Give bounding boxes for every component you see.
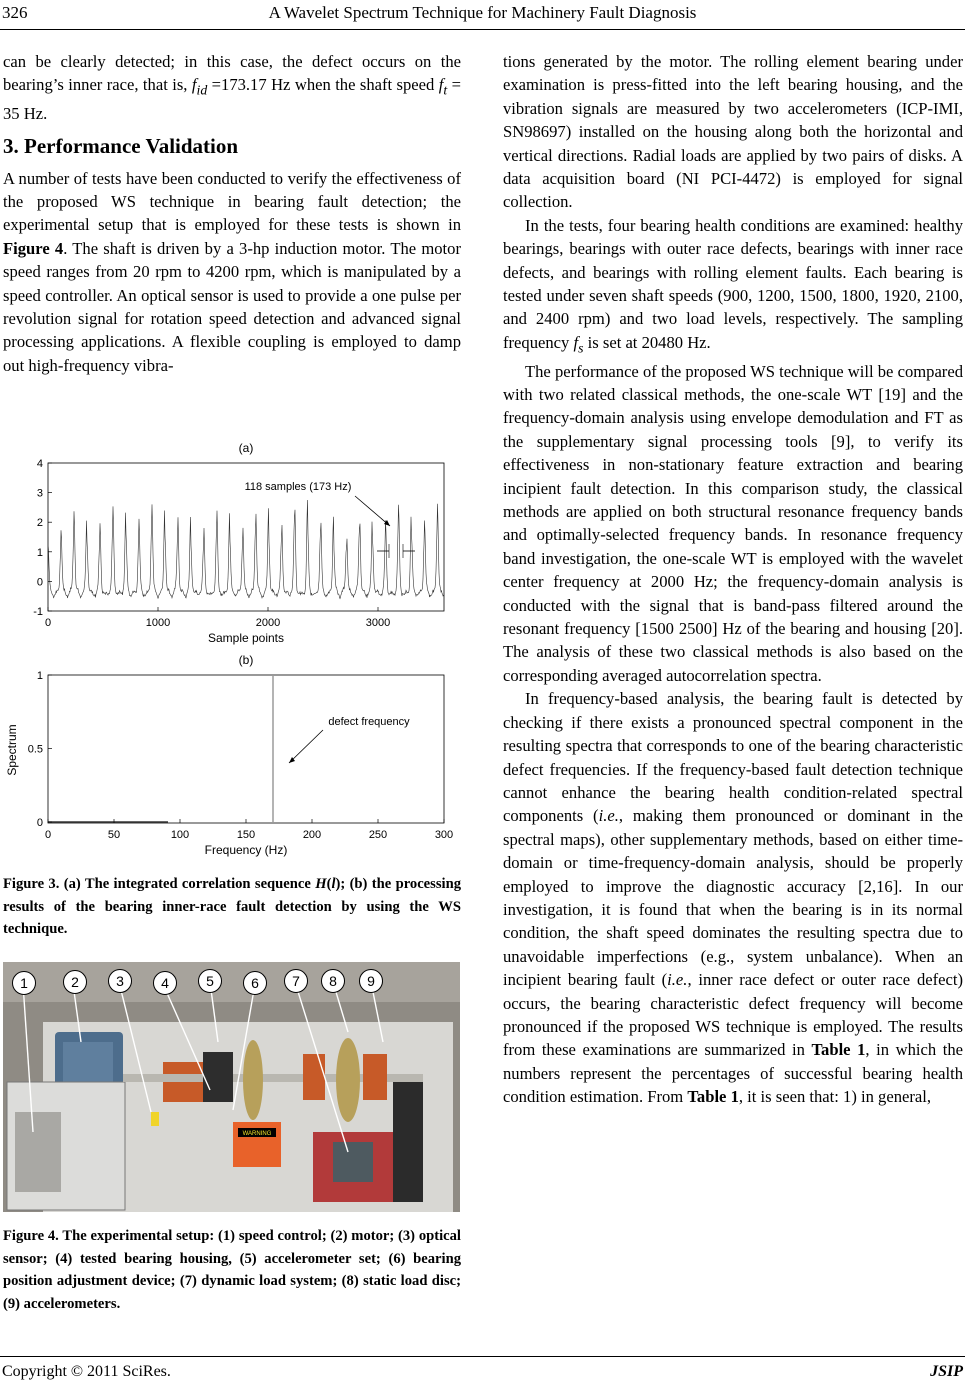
- panel-b-ytick: 0: [36, 817, 43, 829]
- label-2: 2: [63, 970, 87, 994]
- annotation-arrow: [355, 496, 390, 526]
- running-title: A Wavelet Spectrum Technique for Machinery Fault Diagnosis: [268, 3, 697, 22]
- footer-rule: [0, 1356, 965, 1357]
- panel-b-title: (b): [238, 653, 254, 667]
- figure-3: [0, 430, 465, 860]
- table-ref[interactable]: Table 1: [687, 1087, 739, 1107]
- panel-b-ytick: 1: [36, 670, 43, 682]
- panel-a-xtick: 1000: [145, 617, 171, 629]
- label-9: 9: [359, 969, 383, 993]
- label-8: 8: [321, 969, 345, 993]
- panel-a-ytick: 3: [36, 487, 43, 500]
- setup-illustration: [3, 962, 460, 1212]
- label-3: 3: [108, 969, 132, 993]
- panel-a-xtick: 2000: [255, 617, 281, 629]
- panel-a-ytick: 1: [36, 546, 43, 559]
- panel-b-ylabel: Spectrum: [5, 724, 19, 776]
- panel-a-ytick: 4: [36, 458, 43, 470]
- panel-b-xlabel: Frequency (Hz): [204, 843, 288, 857]
- intro-paragraph: can be clearly detected; in this case, the defect occurs on the bearing’s inner race, that is, $f_{id} =173.17$ Hz when the shaft speed $f_t = 35$ Hz.: [3, 52, 461, 124]
- right-column: [503, 50, 963, 1109]
- panel-b-xtick: 250: [368, 829, 388, 841]
- annotation-arrowhead: [384, 520, 390, 526]
- left-column: [3, 50, 461, 377]
- panel-b-xtick: 150: [236, 829, 256, 841]
- bearing-housing: [203, 1052, 233, 1102]
- panel-a-annotation: 118 samples (173 Hz): [244, 481, 352, 493]
- panel-a-signal: [48, 500, 444, 599]
- paragraph: A number of tests have been conducted to verify the effectiveness of the proposed WS technique in bearing fault detection; the experimental setup that is employed for these tests is shown in Figure 4. The shaft is driven by a 3-hp induction motor. The motor speed ranges from 20 rpm to 4200 rpm, which is manipulated by a speed controller. An optical sensor is used to provide a one pulse per revolution signal for rotation speed detection and advanced signal processing applications. A flexible coupling is employed to damp out high-frequency vibra-: [3, 168, 461, 375]
- panel-b-xtick: 200: [302, 829, 322, 841]
- label-5: 5: [198, 969, 222, 993]
- panel-a-ytick: 0: [36, 576, 43, 589]
- header-rule: [0, 29, 965, 30]
- panel-b-annotation: defect frequency: [328, 716, 410, 728]
- table-ref[interactable]: Table 1: [811, 1040, 866, 1060]
- panel-a-xtick: 0: [44, 617, 52, 629]
- panel-a-ytick: -1: [33, 606, 43, 618]
- figure-3-caption: Figure 3. (a) The integrated correlation sequence H(l); (b) the processing results of the bearing inner-race fault detection by using the WS technique.: [3, 876, 461, 938]
- label-6: 6: [243, 971, 267, 995]
- paragraph: In the tests, four bearing health conditions are examined: healthy bearings, bearings with outer race defects, bearings with inner race defects, and bearings with rolling element faults. Each bearing is tested under seven shaft speeds (900, 1200, 1500, 1800, 1920, 2100, and 2400 rpm) and two load levels, respectively. The sampling frequency $f_s$ is set at 20480 Hz.: [503, 215, 963, 356]
- figure-ref[interactable]: Figure 4: [3, 238, 64, 258]
- panel-a-xtick: 3000: [365, 617, 391, 629]
- page-header: [0, 0, 965, 34]
- static-load-disc: [336, 1038, 360, 1122]
- panel-b-xtick: 300: [434, 829, 454, 841]
- copyright: Copyright © 2011 SciRes.: [2, 1363, 171, 1380]
- panel-a-title: (a): [238, 441, 254, 455]
- panel-b-xtick: 50: [107, 829, 121, 841]
- panel-a-xlabel: Sample points: [207, 631, 285, 645]
- page-number: 326: [2, 3, 28, 22]
- load-disc: [243, 1040, 263, 1120]
- paragraph: tions generated by the motor. The rolling element bearing under examination is press-fitted into the left bearing housing, and the vibration signals are measured by two accelerometers (ICP-IMI, SN98697) installed on the housing along both the horizontal and vertical directions. Radial loads are applied by two pairs of disks. A data acquisition board (NI PCI-4472) is employed for signal collection.: [503, 52, 963, 212]
- section-title: 3. Performance Validation: [3, 133, 239, 158]
- warning-text: WARNING: [242, 1131, 272, 1137]
- label-7: 7: [284, 969, 308, 993]
- panel-b-ytick: 0.5: [27, 743, 43, 756]
- panel-a-ytick: 2: [36, 517, 43, 530]
- belt-drive: [393, 1082, 423, 1202]
- paragraph: In frequency-based analysis, the bearing fault is detected by checking if there exists a pronounced spectral component in the resulting spectra that corresponds to one of the bearing characteristic defect frequencies. If the frequency-based fault detection technique cannot enhance the bearing health condition-related spectral components (i.e., making them pronounced or dominant in the spectral maps), other supplementary methods, based on either time-domain or time-frequency-domain analysis, should be properly employed to improve the diagnostic accuracy [2,16]. In our investigation, it is found that when the bearing is in its normal condition, the shaft speed dominates the resulting spectra due to unavoidable imperfections (e.g., system unbalance). When an incipient bearing fault (i.e., inner race defect or outer race defect) occurs, the bearing characteristic defect frequency will become pronounced if the proposed WS technique is employed. The results from these examinations are summarized in Table 1, in which the numbers represent the percentages of successful bearing health condition estimation. From Table 1, it is seen that: 1) in general,: [503, 689, 964, 1107]
- panel-b-xtick: 100: [170, 829, 190, 841]
- label-1: 1: [12, 971, 36, 995]
- figure-4-photo: [3, 962, 460, 1212]
- figure-4-caption: Figure 4. The experimental setup: (1) speed control; (2) motor; (3) optical sensor; (4) tested bearing housing, (5) accelerometer set; (6) bearing position adjustment device; (7) dynamic load system; (8) static load disc; (9) accelerometers.: [3, 1228, 461, 1312]
- paragraph: The performance of the proposed WS technique will be compared with two related classical methods, the one-scale WT [19] and the frequency-domain analysis using envelope demodulation and FT as the supplementary signal processing tools [9], to verify its effectiveness in non-stationary feature extraction and bearing incipient fault detection. In this comparison study, the classical methods are applied on both structural resonance frequency bands and optimally-selected frequency bands. In resonance frequency band investigation, the one-scale WT is employed with the wavelet center frequency at 2000 Hz; the frequency-domain analysis is conducted with the signal that is band-pass filtered around the resonant frequency [1500 2500] Hz of the bearing and housing [20]. The analysis of these two classical methods is also based on the corresponding averaged autocorrelation spectra.: [503, 361, 963, 685]
- defect-arrow: [289, 730, 323, 763]
- label-4: 4: [153, 971, 177, 995]
- page-footer: [0, 1356, 965, 1386]
- panel-b-xtick: 0: [44, 829, 52, 841]
- panel-b-frame: [48, 675, 444, 823]
- panel-a-yticks: [33, 458, 52, 618]
- panel-a-xticks: [45, 607, 390, 629]
- journal-name: JSIP: [930, 1363, 963, 1380]
